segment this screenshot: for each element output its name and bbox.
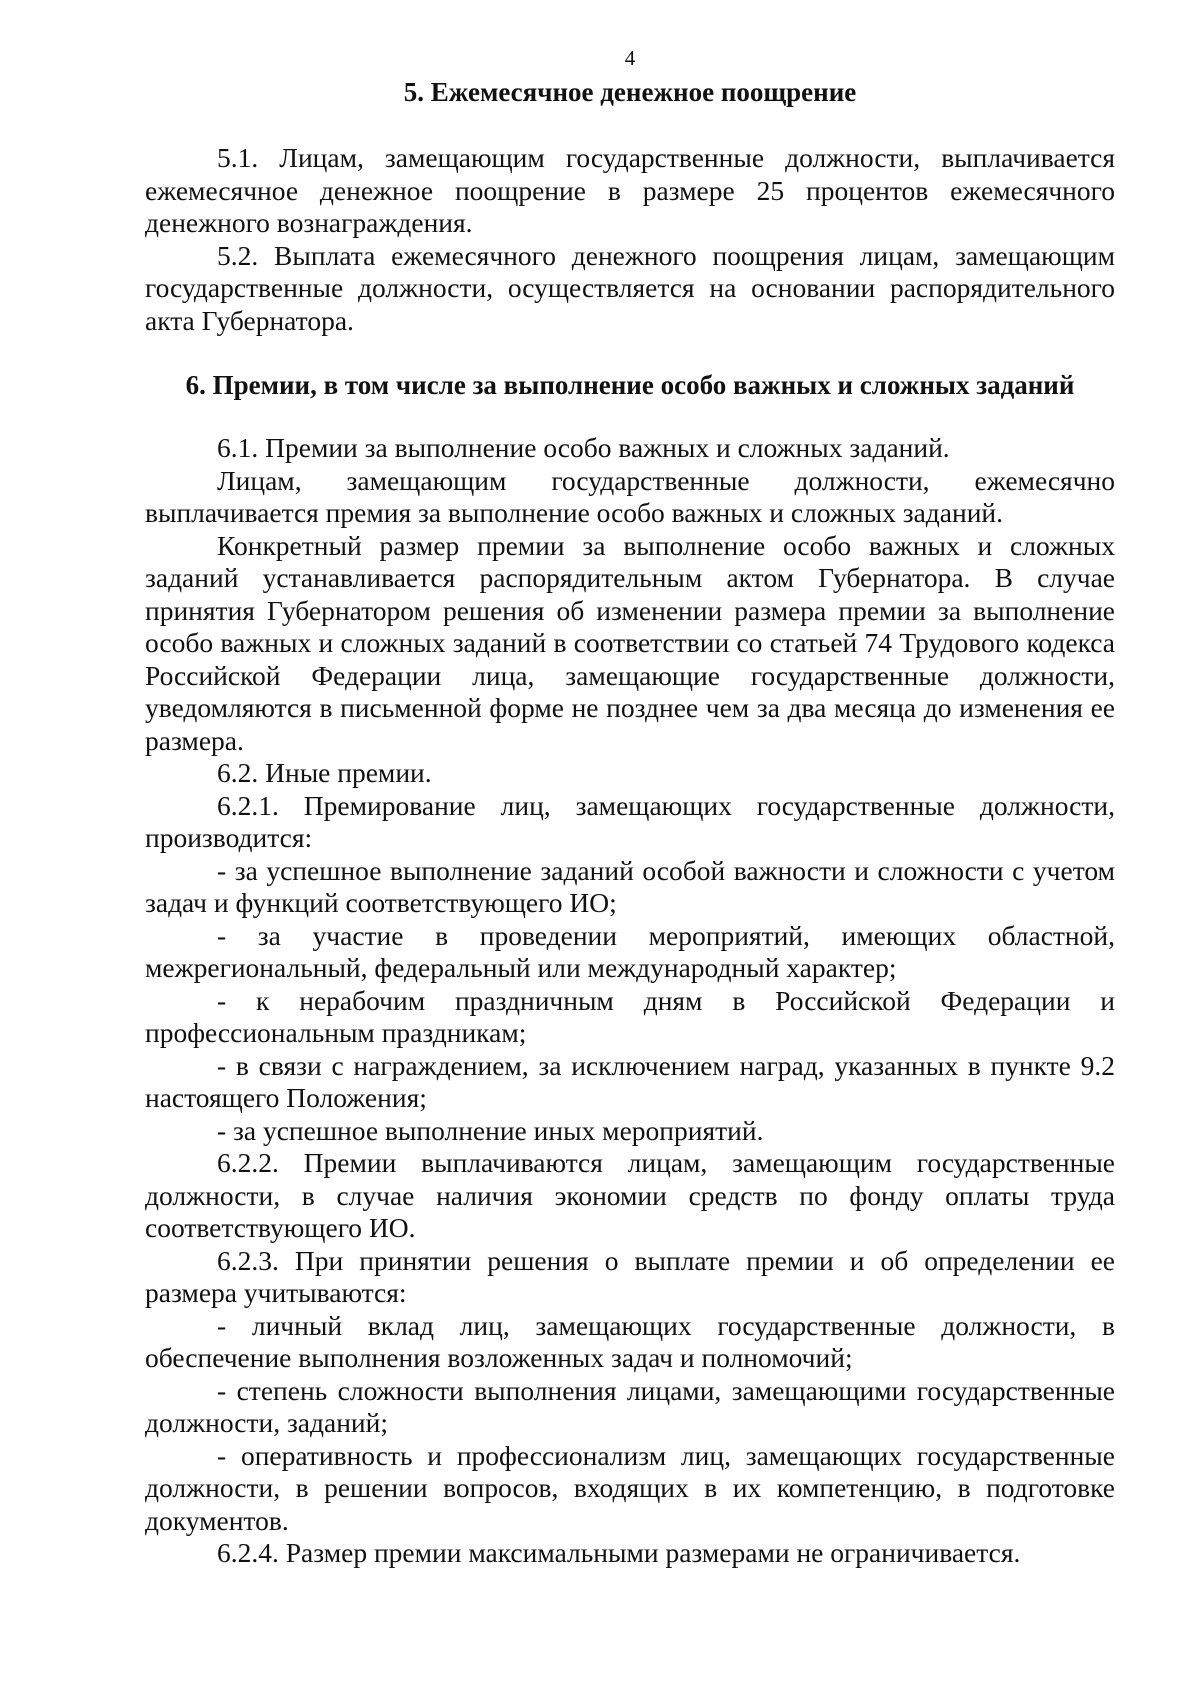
list-item: - за успешное выполнение заданий особой важности и сложности с учетом задач и функций соответствующего ИО; xyxy=(145,854,1115,918)
paragraph-5-1: 5.1. Лицам, замещающим государственные должности, выплачивается ежемесячное денежное поощрение в размере 25 процентов ежемесячного денежного вознаграждения. xyxy=(145,142,1115,238)
paragraph-6-2-4: 6.2.4. Размер премии максимальными размерами не ограничивается. xyxy=(217,1537,1021,1568)
paragraph-6-2: 6.2. Иные премии. xyxy=(217,757,432,788)
section-5-title: 5. Ежемесячное денежное поощрение xyxy=(403,77,857,107)
list-item: - к нерабочим праздничным дням в Российской Федерации и профессиональным праздникам; xyxy=(145,984,1115,1048)
list-item: - за успешное выполнение иных мероприятий. xyxy=(217,1114,764,1146)
list-item: - за участие в проведении мероприятий, имеющих областной, межрегиональный, федеральный или международный характер; xyxy=(145,919,1115,983)
section-6-body xyxy=(145,432,1115,1570)
list-item: - личный вклад лиц, замещающих государственные должности, в обеспечение выполнения возложенных задач и полномочий; xyxy=(145,1309,1115,1373)
paragraph-6-1-text: Лицам, замещающим государственные должности, ежемесячно выплачивается премия за выполнение особо важных и сложных заданий. xyxy=(145,464,1115,528)
paragraph-6-1-size: Конкретный размер премии за выполнение особо важных и сложных заданий устанавливается распорядительным актом Губернатора. В случае принятия Губернатором решения об изменении размера премии за выполнение особо важных и сложных заданий в соответствии со статьей 74 Трудового кодекса Российской Федерации лица, замещающие государственные должности, уведомляются в письменной форме не позднее чем за два месяца до изменения ее размера. xyxy=(145,529,1115,756)
paragraph-6-1: 6.1. Премии за выполнение особо важных и сложных заданий. xyxy=(217,432,950,463)
list-item: - оперативность и профессионализм лиц, замещающих государственные должности, в решении вопросов, входящих в их компетенцию, в подготовке документов. xyxy=(145,1439,1115,1536)
paragraph-6-2-3: 6.2.3. При принятии решения о выплате премии и об определении ее размера учитываются: xyxy=(145,1244,1115,1308)
list-item: - степень сложности выполнения лицами, замещающими государственные должности, заданий; xyxy=(145,1374,1115,1438)
list-item: - в связи с награждением, за исключением наград, указанных в пункте 9.2 настоящего Положения; xyxy=(145,1049,1115,1113)
paragraph-6-2-2: 6.2.2. Премии выплачиваются лицам, замещающим государственные должности, в случае наличия экономии средств по фонду оплаты труда соответствующего ИО. xyxy=(145,1147,1115,1243)
section-5-body xyxy=(145,142,1115,337)
paragraph-5-2: 5.2. Выплата ежемесячного денежного поощрения лицам, замещающим государственные должности, осуществляется на основании распорядительного акта Губернатора. xyxy=(145,239,1115,336)
section-6-title: 6. Премии, в том числе за выполнение особо важных и сложных заданий xyxy=(185,370,1075,400)
page-number: 4 xyxy=(624,46,636,70)
paragraph-6-2-1: 6.2.1. Премирование лиц, замещающих государственные должности, производится: xyxy=(145,789,1115,853)
